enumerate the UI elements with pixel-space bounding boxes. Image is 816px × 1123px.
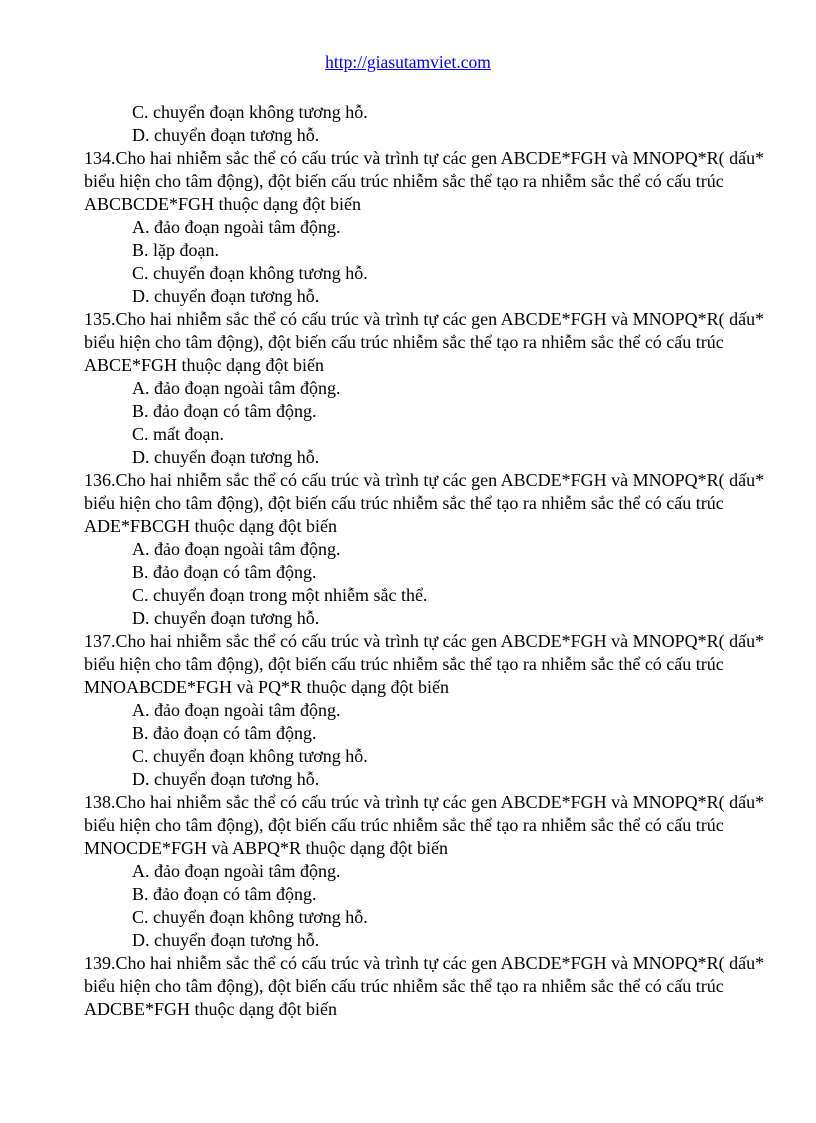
- option-d: D. chuyển đoạn tương hỗ.: [132, 286, 320, 306]
- option-d: D. chuyển đoạn tương hỗ.: [132, 769, 320, 789]
- question-138: [84, 791, 794, 952]
- question-text: 138.Cho hai nhiễm sắc thể có cấu trúc và trình tự các gen ABCDE*FGH và MNOPQ*R( dấu*: [84, 792, 765, 812]
- question-text: biểu hiện cho tâm động), đột biến cấu trúc nhiễm sắc thể tạo ra nhiễm sắc thể có cấu trúc: [84, 493, 724, 513]
- question-text: 135.Cho hai nhiễm sắc thể có cấu trúc và trình tự các gen ABCDE*FGH và MNOPQ*R( dấu*: [84, 309, 765, 329]
- lead-options: [84, 101, 794, 147]
- question-text: 139.Cho hai nhiễm sắc thể có cấu trúc và trình tự các gen ABCDE*FGH và MNOPQ*R( dấu*: [84, 953, 765, 973]
- option-d: D. chuyển đoạn tương hỗ.: [132, 447, 320, 467]
- question-text: biểu hiện cho tâm động), đột biến cấu trúc nhiễm sắc thể tạo ra nhiễm sắc thể có cấu trúc: [84, 654, 724, 674]
- option-a: A. đảo đoạn ngoài tâm động.: [132, 700, 341, 720]
- option-a: A. đảo đoạn ngoài tâm động.: [132, 378, 341, 398]
- option-a: A. đảo đoạn ngoài tâm động.: [132, 217, 341, 237]
- question-text: ABCE*FGH thuộc dạng đột biến: [84, 355, 324, 375]
- question-text: 134.Cho hai nhiễm sắc thể có cấu trúc và trình tự các gen ABCDE*FGH và MNOPQ*R( dấu*: [84, 148, 765, 168]
- option-d: D. chuyển đoạn tương hỗ.: [132, 930, 320, 950]
- question-text: MNOABCDE*FGH và PQ*R thuộc dạng đột biến: [84, 677, 449, 697]
- website-link[interactable]: http://giasutamviet.com: [325, 52, 491, 72]
- question-text: biểu hiện cho tâm động), đột biến cấu trúc nhiễm sắc thể tạo ra nhiễm sắc thể có cấu trúc: [84, 815, 724, 835]
- question-text: biểu hiện cho tâm động), đột biến cấu trúc nhiễm sắc thể tạo ra nhiễm sắc thể có cấu trúc: [84, 976, 724, 996]
- option-c: C. mất đoạn.: [132, 424, 224, 444]
- question-text: 136.Cho hai nhiễm sắc thể có cấu trúc và trình tự các gen ABCDE*FGH và MNOPQ*R( dấu*: [84, 470, 765, 490]
- page-header: [0, 52, 816, 73]
- option-b: B. đảo đoạn có tâm động.: [132, 401, 317, 421]
- option-d: D. chuyển đoạn tương hỗ.: [132, 608, 320, 628]
- question-text: biểu hiện cho tâm động), đột biến cấu trúc nhiễm sắc thể tạo ra nhiễm sắc thể có cấu trúc: [84, 171, 724, 191]
- question-text: biểu hiện cho tâm động), đột biến cấu trúc nhiễm sắc thể tạo ra nhiễm sắc thể có cấu trúc: [84, 332, 724, 352]
- option-b: B. đảo đoạn có tâm động.: [132, 562, 317, 582]
- question-137: [84, 630, 794, 791]
- question-139: [84, 952, 794, 1021]
- question-134: [84, 147, 794, 308]
- question-135: [84, 308, 794, 469]
- question-text: ABCBCDE*FGH thuộc dạng đột biến: [84, 194, 361, 214]
- option-c: C. chuyển đoạn không tương hỗ.: [132, 263, 368, 283]
- question-136: [84, 469, 794, 630]
- question-text: 137.Cho hai nhiễm sắc thể có cấu trúc và trình tự các gen ABCDE*FGH và MNOPQ*R( dấu*: [84, 631, 765, 651]
- option-a: A. đảo đoạn ngoài tâm động.: [132, 539, 341, 559]
- option-c: C. chuyển đoạn không tương hỗ.: [132, 746, 368, 766]
- option-b: B. đảo đoạn có tâm động.: [132, 884, 317, 904]
- question-text: ADCBE*FGH thuộc dạng đột biến: [84, 999, 337, 1019]
- question-text: MNOCDE*FGH và ABPQ*R thuộc dạng đột biến: [84, 838, 448, 858]
- option-c: C. chuyển đoạn không tương hỗ.: [132, 907, 368, 927]
- option-c: C. chuyển đoạn không tương hỗ.: [132, 102, 368, 122]
- option-a: A. đảo đoạn ngoài tâm động.: [132, 861, 341, 881]
- document-body: [84, 101, 794, 1021]
- option-b: B. đảo đoạn có tâm động.: [132, 723, 317, 743]
- option-d: D. chuyển đoạn tương hỗ.: [132, 125, 320, 145]
- question-text: ADE*FBCGH thuộc dạng đột biến: [84, 516, 337, 536]
- option-b: B. lặp đoạn.: [132, 240, 219, 260]
- option-c: C. chuyển đoạn trong một nhiễm sắc thể.: [132, 585, 428, 605]
